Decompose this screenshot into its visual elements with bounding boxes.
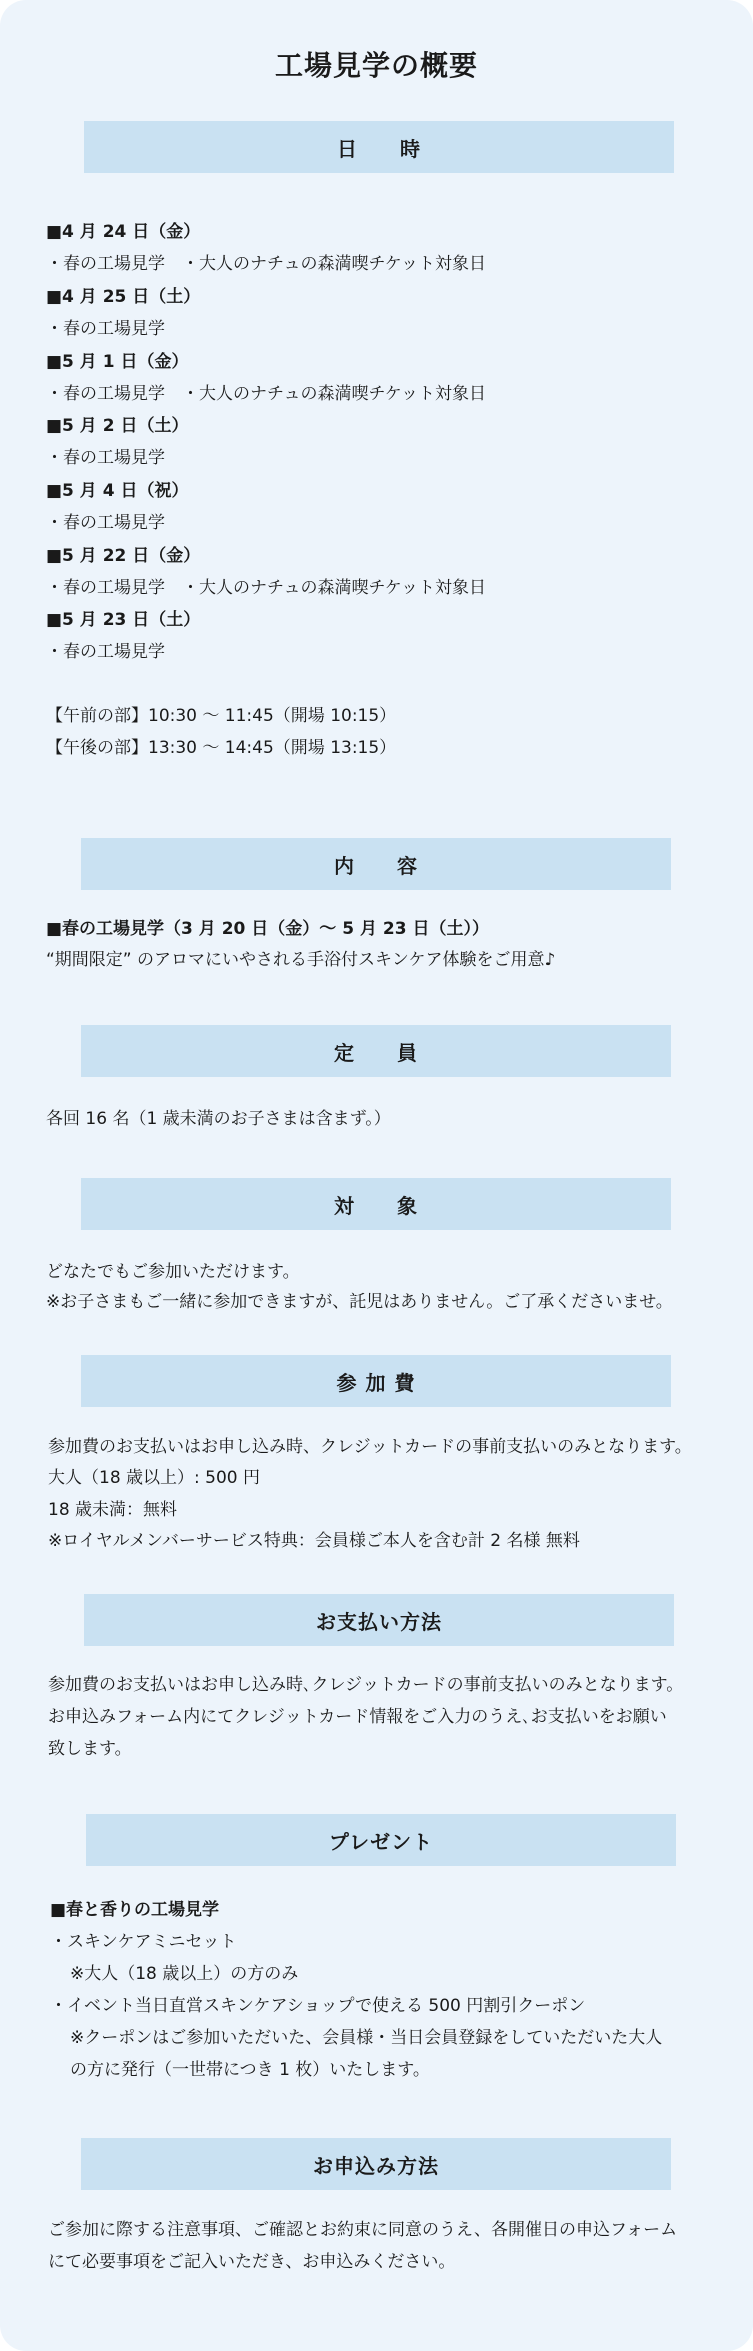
target-line: どなたでもご参加いただけます。: [46, 1262, 300, 1282]
present-line: ・スキンケアミニセット: [50, 1932, 237, 1952]
heading-target: 対 象: [81, 1178, 671, 1230]
schedule-date: ■4 月 25 日（土）: [46, 287, 201, 307]
schedule-time: 【午前の部】10:30 ～ 11:45（開場 10:15）: [46, 706, 397, 726]
heading-present: プレゼント: [86, 1814, 676, 1866]
schedule-event: ・春の工場見学: [46, 448, 165, 468]
schedule-time: 【午後の部】13:30 ～ 14:45（開場 13:15）: [46, 738, 397, 758]
heading-fee: 参 加 費: [81, 1355, 671, 1407]
present-line: ・イベント当日直営スキンケアショップで使える 500 円割引クーポン: [50, 1996, 586, 2016]
fee-line: 大人（18 歳以上）: 500 円: [48, 1468, 261, 1488]
schedule-date: ■5 月 2 日（土）: [46, 416, 189, 436]
fee-line: 18 歳未満：無料: [48, 1500, 178, 1520]
schedule-date: ■5 月 22 日（金）: [46, 546, 201, 566]
schedule-event: ・春の工場見学: [46, 642, 165, 662]
payment-line: お申込みフォーム内にてクレジットカード情報をご入力のうえ､お支払いをお願い: [48, 1707, 667, 1727]
present-line: の方に発行（一世帯につき 1 枚）いたします。: [70, 2060, 430, 2080]
heading-schedule: 日 時: [84, 121, 674, 173]
heading-capacity: 定 員: [81, 1025, 671, 1077]
present-line: ■春と香りの工場見学: [50, 1900, 220, 1920]
present-line: ※クーポンはご参加いただいた、会員様・当日会員登録をしていただいた大人: [70, 2028, 663, 2048]
payment-line: 参加費のお支払いはお申し込み時､クレジットカードの事前支払いのみとなります。: [48, 1675, 684, 1695]
schedule-date: ■5 月 4 日（祝）: [46, 481, 189, 501]
schedule-event: ・春の工場見学 ・大人のナチュの森満喫チケット対象日: [46, 254, 486, 274]
heading-content: 内 容: [81, 838, 671, 890]
schedule-event: ・春の工場見学: [46, 319, 165, 339]
apply-line: にて必要事項をご記入いただき、お申込みください。: [48, 2252, 456, 2272]
content-line: “期間限定” のアロマにいやされる手浴付スキンケア体験をご用意♪: [46, 950, 556, 970]
schedule-event: ・春の工場見学: [46, 513, 165, 533]
heading-apply: お申込み方法: [81, 2138, 671, 2190]
schedule-event: ・春の工場見学 ・大人のナチュの森満喫チケット対象日: [46, 578, 486, 598]
heading-payment: お支払い方法: [84, 1594, 674, 1646]
apply-line: ご参加に際する注意事項、ご確認とお約束に同意のうえ、各開催日の申込フォーム: [48, 2220, 678, 2240]
page-title: 工場見学の概要: [274, 49, 478, 82]
schedule-date: ■4 月 24 日（金）: [46, 222, 201, 242]
schedule-event: ・春の工場見学 ・大人のナチュの森満喫チケット対象日: [46, 384, 486, 404]
fee-line: 参加費のお支払いはお申し込み時、クレジットカードの事前支払いのみとなります。: [48, 1437, 692, 1457]
content-line: ■春の工場見学（3 月 20 日（金）～ 5 月 23 日（土））: [46, 919, 489, 939]
schedule-date: ■5 月 1 日（金）: [46, 352, 189, 372]
target-line: ※お子さまもご一緒に参加できますが、託児はありません。ご了承くださいませ。: [46, 1292, 673, 1312]
present-line: ※大人（18 歳以上）の方のみ: [70, 1964, 299, 1984]
fee-line: ※ロイヤルメンバーサービス特典：会員様ご本人を含む計 2 名様 無料: [48, 1531, 580, 1551]
payment-line: 致します。: [48, 1739, 132, 1759]
schedule-date: ■5 月 23 日（土）: [46, 610, 201, 630]
capacity-line: 各回 16 名（1 歳未満のお子さまは含まず。）: [46, 1109, 391, 1129]
